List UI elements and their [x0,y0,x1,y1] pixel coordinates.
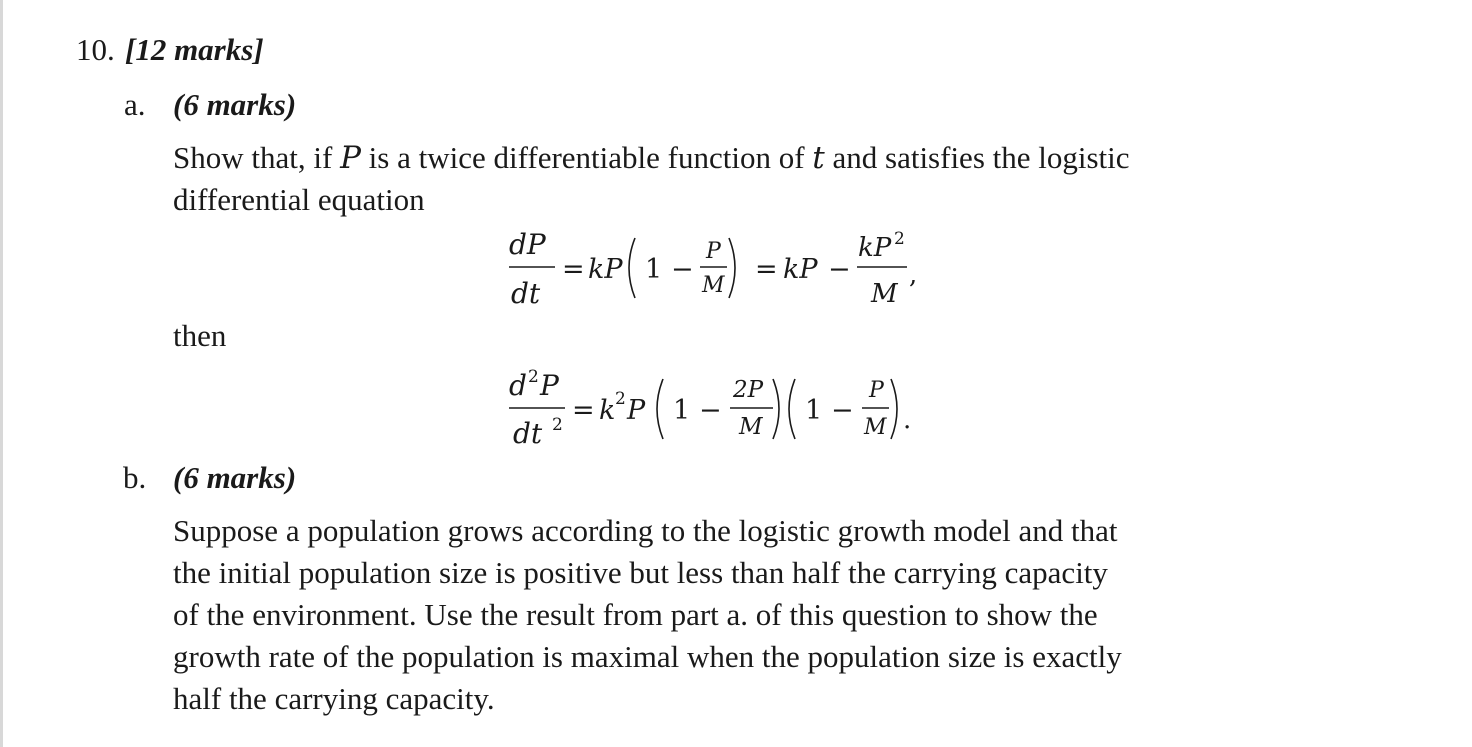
eq1-kp2-num: kP [858,233,892,263]
second-derivative-equation [505,368,935,458]
eq2-paren-1-left [657,379,663,439]
eq1-equals-2: = [755,254,778,285]
eq1-right-paren [729,238,735,298]
part-b-line-4: growth rate of the population is maximal when the population size is exactly [173,639,1122,674]
part-b-label: b. [123,460,147,495]
eq2-equals: = [572,395,595,426]
part-a-marks: (6 marks) [173,87,297,122]
eq1-comma: , [909,260,918,290]
part-b-line-3: of the environment. Use the result from part a. of this question to show the [173,597,1098,632]
eq1-one: 1 [645,254,663,285]
eq2-one-1: 1 [673,395,691,426]
eq2-k: k [599,395,616,426]
eq1-dp: dP [509,228,546,261]
eq2-paren-2-left [789,379,795,439]
eq2-period: . [903,405,912,435]
question-marks: [12 marks] [125,32,264,67]
eq2-p-num-2: P [869,378,884,403]
eq2-2p-num: 2P [733,377,764,403]
part-b-text [173,510,1122,720]
eq2-squared-den: 2 [552,415,563,435]
eq2-p-num: P [540,369,559,402]
eq2-paren-2-right [891,379,897,439]
variable-t: t [812,140,825,176]
eq2-p: P [627,395,646,426]
part-b-line-5: half the carrying capacity. [173,681,495,716]
eq2-paren-1-right [773,379,779,439]
eq1-squared: 2 [894,229,905,249]
eq1-minus: − [671,254,694,285]
eq1-kp: kP [588,254,623,285]
eq2-m-den-1: M [739,414,763,440]
part-a-label: a. [124,87,146,122]
eq2-minus-1: − [699,395,722,426]
part-b-line-1: Suppose a population grows according to the logistic growth model and that [173,513,1118,548]
page-edge [0,0,3,747]
part-b-marks: (6 marks) [173,460,297,495]
eq2-squared-num: 2 [528,367,539,387]
eq1-m-den-2: M [871,279,898,309]
eq1-equals-1: = [562,254,585,285]
eq2-d-num: d [509,369,527,402]
part-a-intro [173,137,1130,221]
eq1-dt: dt [511,277,541,310]
eq2-dt-den: dt [513,417,543,450]
then-text: then [173,318,227,353]
part-b-line-2: the initial population size is positive but less than half the carrying capacity [173,555,1108,590]
eq1-kp-2: kP [783,254,818,285]
variable-p: P [340,140,361,176]
eq1-left-paren [629,238,635,298]
eq2-k-squared: 2 [615,389,626,409]
part-a-intro-line-1: Show that, if P is a twice differentiable function of t and satisfies the logistic [173,140,1130,176]
eq2-one-2: 1 [805,395,823,426]
question-number: 10. [76,32,115,67]
eq1-m-den: M [702,273,725,298]
eq2-m-den-2: M [864,415,887,440]
logistic-equation [505,228,935,318]
part-a-intro-line-2: differential equation [173,182,425,217]
eq1-p-num: P [706,239,721,264]
eq2-minus-2: − [831,395,854,426]
eq1-minus-2: − [828,254,851,285]
